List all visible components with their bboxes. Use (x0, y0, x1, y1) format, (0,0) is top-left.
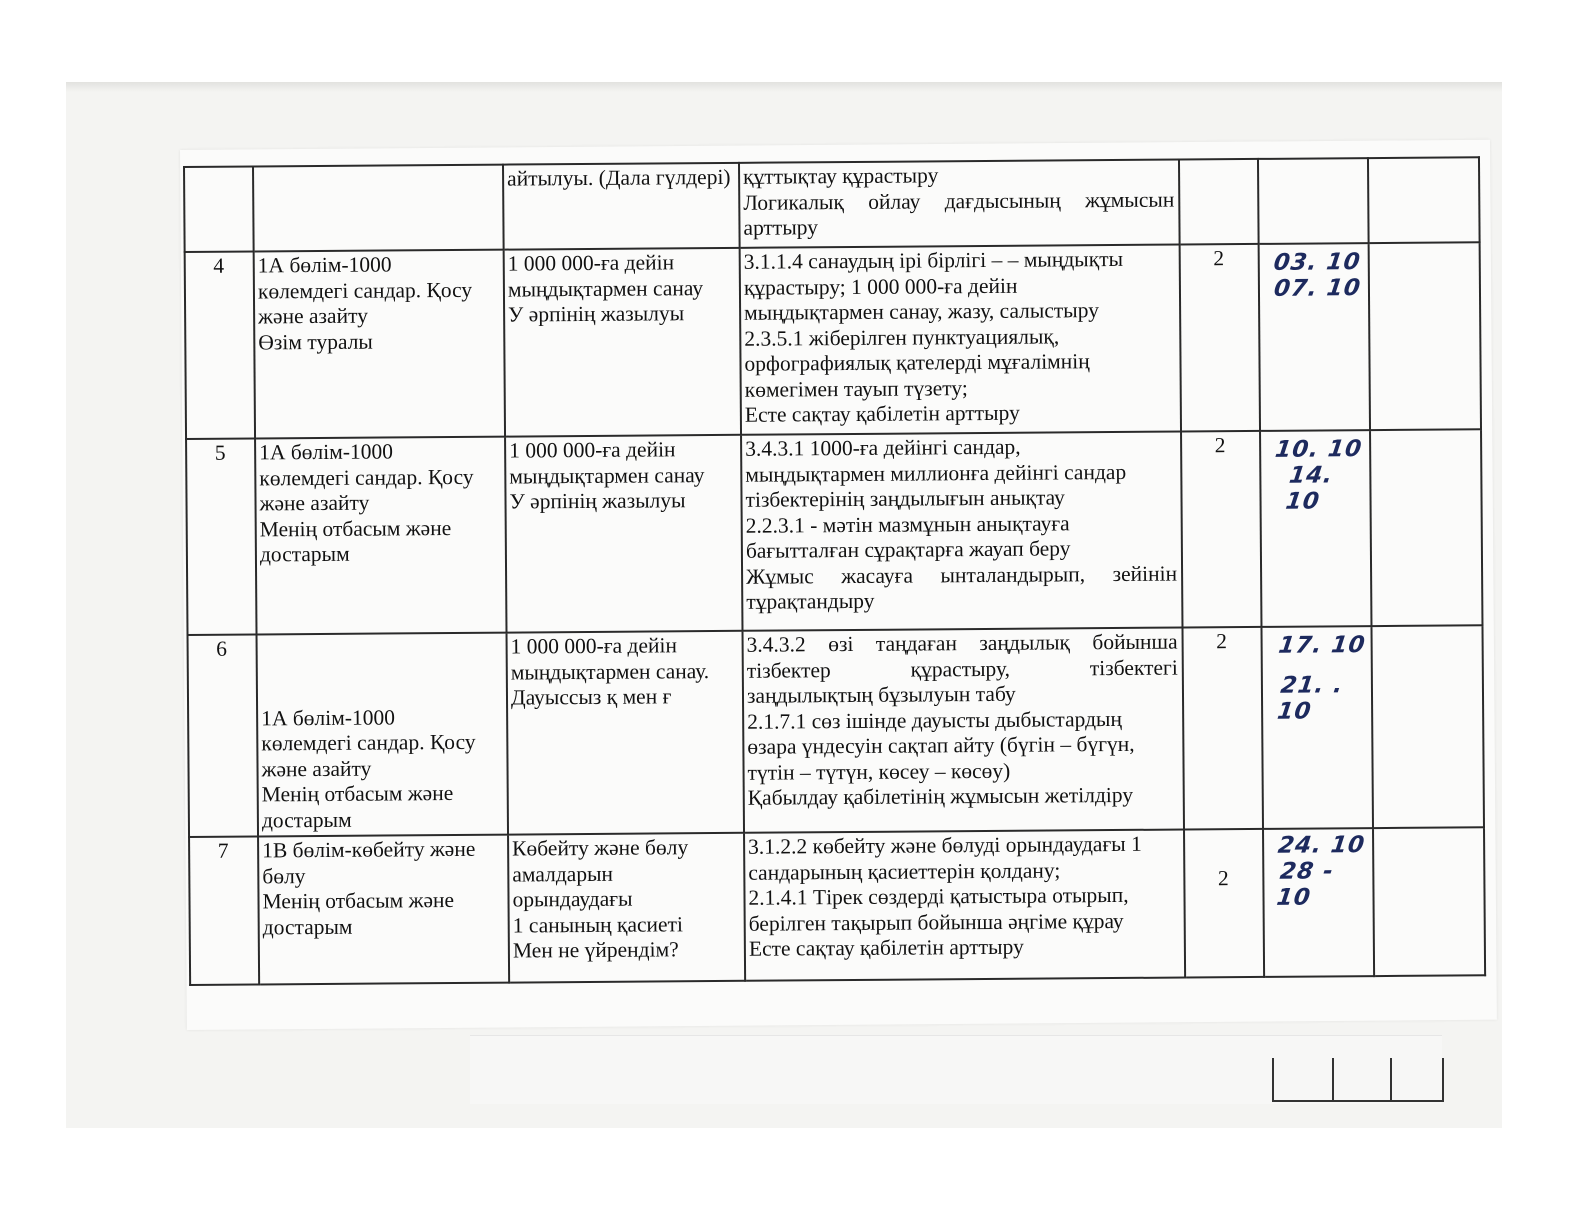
hours-cell: 2 (1182, 627, 1263, 830)
objective-line: берілген тақырып бойынша әңгіме құрау (748, 908, 1124, 936)
section-line: достарым (261, 807, 352, 832)
objective-line: 3.4.3.1 1000-ға дейінгі сандар, (745, 434, 1021, 461)
handwritten-date: 28 - 10 (1275, 857, 1336, 910)
objectives-cell (743, 628, 1185, 833)
section-line: бөлу (262, 863, 306, 888)
section-cell (258, 835, 509, 985)
section-line: 1А бөлім-1000 (261, 704, 396, 730)
hours-cell (1179, 159, 1259, 245)
objective-line: 2.1.4.1 Тірек сөздерді қатыстыра отырып, (748, 882, 1129, 910)
topic-line: мыңдықтармен санау. (510, 658, 710, 685)
topic-cell (508, 833, 745, 983)
notes-cell (1373, 827, 1485, 976)
notes-cell (1369, 242, 1481, 430)
row-number: 7 (189, 836, 259, 985)
section-line: 1В бөлім-көбейту және (262, 836, 476, 863)
objective-line: Жұмыс жасауға ынталандырып, зейінін (746, 561, 1178, 589)
objective-line: заңдылықтың бұзылуын табу (746, 681, 1016, 708)
handwritten-date: 07. 10 (1272, 274, 1363, 302)
topic-line: мыңдықтармен санау (507, 275, 704, 302)
section-line: Менің отбасым және (261, 780, 454, 807)
section-line: достарым (262, 914, 353, 939)
table-row (188, 625, 1484, 837)
topic-cell (507, 631, 745, 835)
topic-line: У әрпінің жазылуы (509, 488, 686, 514)
section-line: көлемдегі сандар. Қосу (257, 277, 473, 303)
num-cell (184, 166, 254, 252)
topic-line: 1 000 000-ға дейін (507, 250, 675, 276)
objective-line: тізбектерінің заңдылығын анықтау (745, 485, 1065, 512)
objective-line: сандарының қасиеттерін қолдану; (748, 857, 1061, 885)
topic-line: 1 000 000-ға дейін (509, 437, 676, 463)
topic-line: мыңдықтармен санау (509, 462, 705, 489)
dates-cell (1261, 626, 1373, 829)
hours-cell: 2 (1181, 431, 1261, 628)
objectives-cell (744, 830, 1185, 981)
objectives-cell (741, 432, 1182, 631)
dates-cell (1258, 158, 1369, 244)
topic-cell (504, 248, 741, 437)
section-line: көлемдегі сандар. Қосу (261, 729, 476, 756)
objective-line: тұрақтандыру (746, 588, 875, 614)
handwritten-date: 10. 10 (1273, 436, 1364, 463)
objective-line: Логикалық ойлау дағдысының жұмысын (743, 187, 1175, 215)
handwritten-date: 14. 10 (1284, 461, 1335, 514)
section-line: көлемдегі сандар. Қосу (259, 464, 474, 490)
hours-cell: 2 (1184, 829, 1264, 978)
notes-cell (1371, 625, 1484, 828)
section-cell (257, 633, 509, 837)
section-line: Өзім туралы (258, 329, 373, 354)
section-line: 1А бөлім-1000 (257, 252, 392, 278)
section-line: 1А бөлім-1000 (259, 439, 394, 465)
section-line: және азайту (258, 303, 368, 329)
lesson-plan-table (183, 156, 1486, 986)
objective-line: 2.2.3.1 - мәтін мазмұнын анықтауға (745, 510, 1070, 538)
objective-line: Есте сақтау қабілетін арттыру (748, 934, 1024, 961)
lesson-plan-table-wrapper (183, 156, 1486, 986)
table-row-top (184, 157, 1480, 252)
objective-line: 2.1.7.1 сөз ішінде дауысты дыбыстардың (747, 706, 1123, 734)
section-line: және азайту (261, 756, 372, 781)
section-line: және азайту (259, 490, 370, 516)
topic-line: 1 санының қасиеті (512, 911, 684, 938)
objective-line: түтін – түтүн, көсеу – көсөу) (747, 758, 1011, 785)
section-line: достарым (259, 541, 350, 567)
dates-cell (1260, 430, 1371, 627)
objective-line: мыңдықтармен санау, жазу, салыстыру (744, 298, 1099, 325)
objective-line: Есте сақтау қабілетін арттыру (744, 400, 1020, 427)
notes-cell (1368, 157, 1480, 243)
objective-line: тізбектер құрастыру, тізбектегі (746, 655, 1178, 683)
objective-line: 3.1.2.2 көбейту және бөлуді орындаудағы 1 (748, 831, 1142, 859)
objective-line: көмегімен тауып түзету; (744, 375, 968, 402)
objective-line: Қабылдау қабілетінің жұмысын жетілдіру (747, 782, 1134, 810)
section-cell (255, 437, 506, 635)
notes-cell (1370, 429, 1482, 626)
objectives-cell (739, 160, 1180, 248)
topic-cell: айтылуы. (Дала гүлдері) (503, 163, 740, 250)
objective-line: мыңдықтармен миллионға дейінгі сандар (745, 459, 1127, 487)
topic-line: Көбейту және бөлу (512, 835, 689, 861)
underlying-table-corner (1272, 1058, 1444, 1102)
objective-line: құрастыру; 1 000 000-ға дейін (743, 273, 1018, 300)
table-row (186, 429, 1482, 635)
table-row (185, 242, 1481, 439)
topic-line: Дауыссыз қ мен ғ (510, 684, 672, 710)
section-line: Менің отбасым және (262, 887, 455, 914)
topic-line: Мен не үйрендім? (512, 937, 679, 963)
section-cell (253, 165, 504, 252)
handwritten-date: 17. 10 (1277, 632, 1368, 659)
objective-line: 3.1.1.4 санаудың ірі бірлігі – – мыңдықты (743, 246, 1124, 274)
handwritten-date: 21. . 10 (1275, 671, 1346, 724)
section-line: Менің отбасым және (259, 515, 452, 541)
topic-cell (505, 435, 742, 633)
handwritten-date: 03. 10 (1272, 249, 1363, 276)
objective-line: құттықтау құрастыру (743, 163, 939, 189)
hours-cell: 2 (1180, 244, 1260, 432)
topic-line: У әрпінің жазылуы (508, 301, 685, 327)
objective-line: бағытталған сұрақтарға жауап беру (745, 536, 1071, 563)
objectives-cell (740, 245, 1181, 435)
objective-line: арттыру (743, 215, 819, 240)
objective-line: өзара үндесуін сақтап айту (бүгін – бүгүн, (747, 731, 1135, 759)
objective-line: 3.4.3.2 өзі таңдаған заңдылық бойынша (746, 629, 1178, 657)
photo-edge (66, 82, 1502, 92)
handwritten-date: 24. 10 (1276, 832, 1367, 859)
topic-line: орындаудағы (512, 886, 633, 912)
section-cell (254, 250, 505, 439)
dates-cell (1259, 243, 1370, 431)
topic-line: 1 000 000-ға дейін (510, 633, 678, 659)
objective-line: орфографиялық қателерді мұғалімнің (744, 349, 1090, 376)
dates-cell (1263, 828, 1374, 977)
topic-line: амалдарын (512, 861, 614, 887)
objective-line: 2.3.5.1 жіберілген пунктуациялық, (744, 323, 1060, 351)
row-number: 4 (185, 251, 255, 439)
row-number: 5 (186, 438, 256, 635)
row-number: 6 (188, 634, 259, 837)
table-row (189, 827, 1485, 985)
